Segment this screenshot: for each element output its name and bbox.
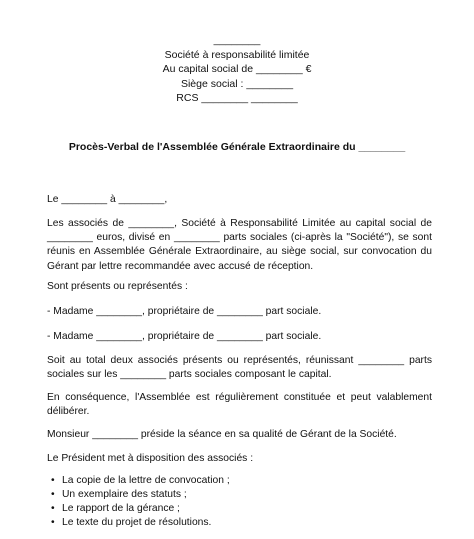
intro-paragraph: Les associés de ________, Société à Responsabilité Limitée au capital social de ________ euros, divisé en ________ parts sociales (ci-après la "Société"), se sont réunis en Assemblée Générale Extraordinaire, au siège social, sur convocation du Gérant par lettre recommandée avec accusé de réception. <box>47 218 432 272</box>
bullet-icon: • <box>51 502 55 514</box>
president-paragraph: Monsieur ________ préside la séance en sa qualité de Gérant de la Société. <box>47 429 397 440</box>
bullet-icon: • <box>51 488 55 500</box>
company-legal-form: Société à responsabilité limitée <box>164 48 310 61</box>
list-item <box>47 488 432 502</box>
list-item <box>47 474 432 488</box>
list-item-text: Un exemplaire des statuts ; <box>62 488 187 500</box>
list-item-text: Le texte du projet de résolutions. <box>62 516 212 528</box>
documents-intro: Le Président met à disposition des associés : <box>47 453 254 464</box>
documents-list <box>47 474 432 530</box>
list-item <box>47 502 432 516</box>
company-capital: Au capital social de ________ € <box>162 63 312 75</box>
bullet-icon: • <box>51 516 55 528</box>
date-line: Le ________ à ________, <box>47 194 168 205</box>
company-registered-office: Siège social : ________ <box>180 77 294 90</box>
present-member-1: - Madame ________, propriétaire de ________ part sociale. <box>47 306 322 317</box>
company-rcs: RCS ________ ________ <box>176 92 298 104</box>
total-paragraph: Soit au total deux associés présents ou représentés, réunissant ________ parts sociales sur les ________ parts sociales composant le capital. <box>47 355 432 381</box>
list-item <box>47 516 432 530</box>
consequence-paragraph: En conséquence, l'Assemblée est régulièrement constituée et peut valablement délibérer. <box>47 392 432 418</box>
company-name-blank: ________ <box>213 34 261 46</box>
list-item-text: Le rapport de la gérance ; <box>62 502 180 514</box>
present-intro: Sont présents ou représentés : <box>47 281 188 292</box>
document-title: Procès-Verbal de l'Assemblée Générale Extraordinaire du ________ <box>68 141 406 153</box>
bullet-icon: • <box>51 475 55 486</box>
present-member-2: - Madame ________, propriétaire de ________ part sociale. <box>47 331 322 342</box>
list-item-text: La copie de la lettre de convocation ; <box>62 475 230 486</box>
company-header <box>0 33 474 106</box>
